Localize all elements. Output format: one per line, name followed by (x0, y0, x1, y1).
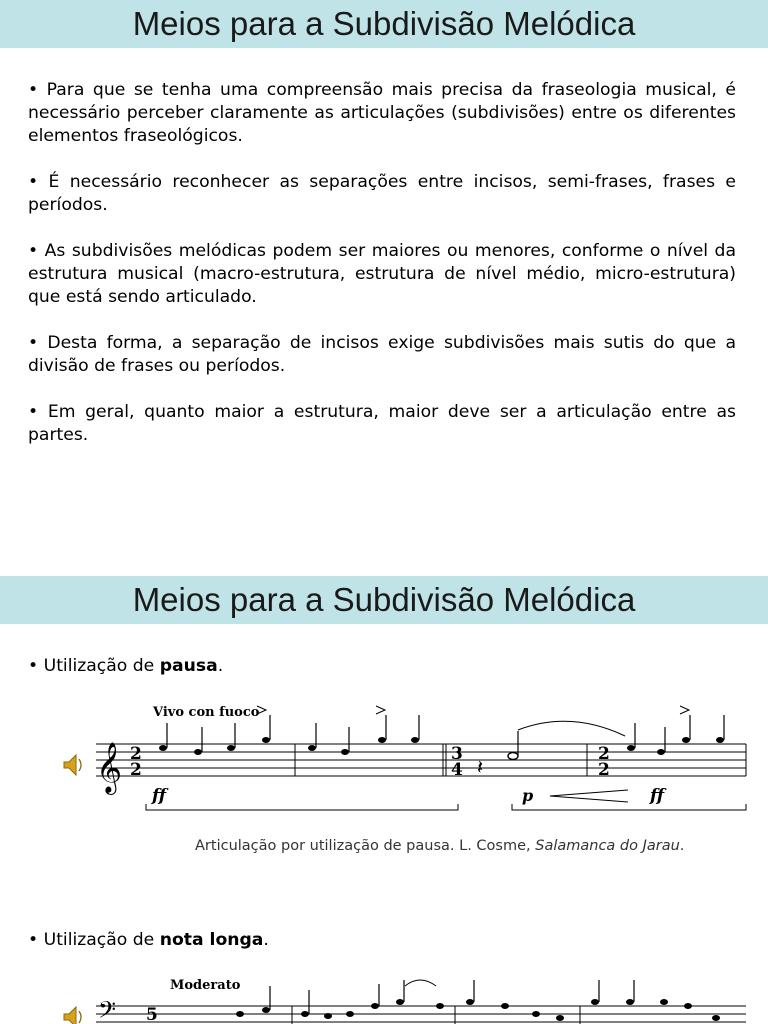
dynamic-marking: ff (152, 786, 167, 806)
time-signature: 5 (146, 1005, 158, 1024)
speaker-icon[interactable] (64, 755, 81, 775)
dynamic-marking: p (522, 786, 534, 805)
svg-text:2: 2 (598, 760, 610, 780)
tempo-marking: Moderato (170, 978, 241, 993)
bullet-nota-longa: • Utilização de nota longa. (28, 930, 269, 950)
svg-text:2: 2 (130, 760, 142, 780)
slide-title-bar (0, 0, 768, 48)
treble-clef-icon: 𝄞 (96, 742, 123, 793)
slide-title-bar (0, 576, 768, 624)
figure-caption: Articulação por utilização de pausa. L. Cosme, Salamanca do Jarau. (195, 838, 685, 854)
bullet-pausa: • Utilização de pausa. (28, 656, 224, 676)
bullet-item: • As subdivisões melódicas podem ser maiores ou menores, conforme o nível da estrutura musical (macro-estrutura, estrutura de nível médio, micro-estrutura) que está sendo articulado. (28, 241, 736, 307)
svg-text:3: 3 (451, 744, 463, 764)
dynamic-marking: ff (650, 786, 665, 806)
staff-lines (96, 1006, 746, 1022)
svg-text:2: 2 (598, 744, 610, 764)
crescendo-hairpin (550, 790, 628, 802)
time-signature: 2 (130, 744, 142, 764)
slide-2 (0, 576, 768, 1024)
notes (236, 980, 720, 1024)
accent-marks (257, 706, 689, 714)
slide-title: Meios para a Subdivisão Melódica (132, 5, 636, 42)
tempo-marking: Vivo con fuoco (153, 705, 260, 720)
music-score-nota-longa (60, 972, 750, 1024)
bullet-item: • Desta forma, a separação de incisos exige subdivisões mais sutis do que a divisão de frases ou períodos. (28, 333, 736, 376)
bullet-item: • É necessário reconhecer as separações entre incisos, semi-frases, frases e períodos. (28, 172, 736, 215)
bullet-item: • Para que se tenha uma compreensão mais precisa da fraseologia musical, é necessário perceber claramente as articulações (subdivisões) entre os diferentes elementos fraseológicos. (28, 80, 736, 146)
staff-lines (96, 744, 746, 776)
slide-title: Meios para a Subdivisão Melódica (132, 581, 636, 618)
svg-text:𝄽: 𝄽 (477, 755, 484, 779)
bullet-list (28, 79, 736, 470)
bass-clef-icon: 𝄢 (98, 996, 117, 1024)
svg-text:4: 4 (451, 760, 463, 780)
speaker-icon[interactable] (64, 1007, 81, 1024)
bullet-item: • Em geral, quanto maior a estrutura, maior deve ser a articulação entre as partes. (28, 402, 736, 445)
music-score-pausa (60, 698, 750, 818)
